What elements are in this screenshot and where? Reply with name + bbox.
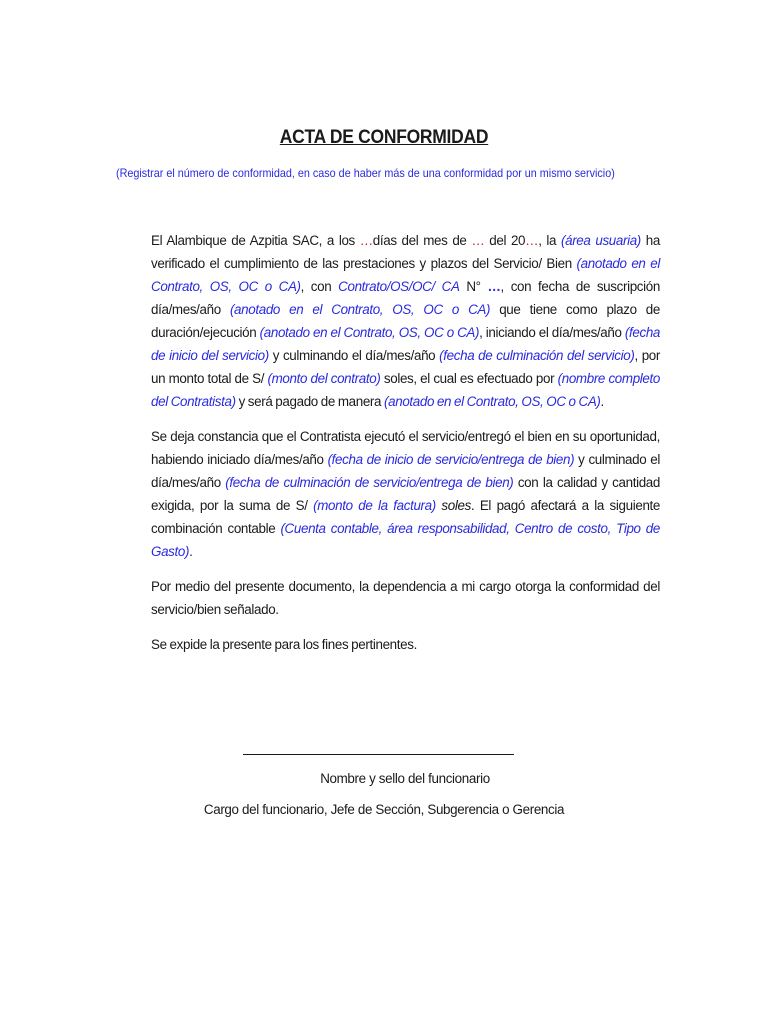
- paragraph-constancia: [151, 425, 660, 563]
- text-segment: .: [189, 544, 193, 559]
- placeholder-monto-factura: (monto de la factura): [313, 498, 436, 513]
- text-segment: soles, el cual es efectuado por: [380, 371, 558, 386]
- placeholder-monto-contrato: (monto del contrato): [267, 371, 381, 386]
- placeholder-anotado: (anotado en el Contrato, OS, OC o CA): [151, 256, 660, 294]
- placeholder-contratista: (nombre completo del Contratista): [151, 371, 660, 409]
- text-segment: del 20: [484, 233, 526, 248]
- signature-name-label: Nombre y sello del funcionario: [320, 771, 490, 786]
- placeholder-month: …: [471, 233, 485, 248]
- text-segment: y será pagado de manera: [235, 394, 385, 409]
- text-segment: , por un monto total de S/: [151, 348, 661, 386]
- placeholder-contrato-type: Contrato/OS/OC/ CA: [338, 279, 460, 294]
- document-title: ACTA DE CONFORMIDAD: [279, 127, 489, 148]
- text-segment: , con fecha de suscripción día/mes/año: [151, 279, 660, 317]
- placeholder-anotado: (anotado en el Contrato, OS, OC o CA): [259, 325, 480, 340]
- document-subtitle: (Registrar el número de conformidad, en caso de haber más de una conformidad por un mismo servicio): [115, 166, 615, 180]
- placeholder-combinacion-contable: (Cuenta contable, área responsabilidad, Centro de costo, Tipo de Gasto): [151, 521, 660, 559]
- text-segment: con la calidad y cantidad exigida, por la suma de S/: [151, 475, 660, 513]
- placeholder-numero: …: [487, 279, 501, 294]
- text-segment: .: [600, 394, 604, 409]
- paragraph-verification: [151, 229, 660, 413]
- text-segment: que tiene como plazo de duración/ejecución: [151, 302, 661, 340]
- text-segment: soles: [435, 498, 471, 513]
- placeholder-day: …: [359, 233, 373, 248]
- placeholder-year: …: [525, 233, 539, 248]
- text-segment: y culminando el día/mes/año: [268, 348, 440, 363]
- placeholder-fecha-culminacion: (fecha de culminación de servicio/entrega de bien): [225, 475, 514, 490]
- placeholder-anotado: (anotado en el Contrato, OS, OC o CA): [229, 302, 491, 317]
- paragraph-expide: Se expide la presente para los fines pertinentes.: [151, 637, 417, 652]
- paragraph-conformidad: Por medio del presente documento, la dependencia a mi cargo otorga la conformidad del servicio/bien señalado.: [151, 579, 660, 617]
- placeholder-area-usuaria: (área usuaria): [560, 233, 641, 248]
- text-segment: . El pagó afectará a la siguiente combinación contable: [151, 498, 661, 536]
- placeholder-fecha-inicio: (fecha de inicio de servicio/entrega de bien): [327, 452, 575, 467]
- text-segment: El Alambique de Azpitia SAC, a los: [151, 233, 360, 248]
- text-segment: , la: [538, 233, 561, 248]
- placeholder-fecha-inicio: (fecha de inicio del servicio): [151, 325, 661, 363]
- placeholder-fecha-culminacion: (fecha de culminación del servicio): [439, 348, 635, 363]
- text-segment: , iniciando el día/mes/año: [479, 325, 625, 340]
- text-segment: N°: [459, 279, 488, 294]
- signature-line: [243, 754, 514, 755]
- text-segment: , con: [300, 279, 339, 294]
- signature-role-label: Cargo del funcionario, Jefe de Sección, Subgerencia o Gerencia: [203, 802, 565, 817]
- text-segment: y culminado el día/mes/año: [151, 452, 660, 490]
- text-segment: ha verificado el cumplimiento de las prestaciones y plazos del Servicio/ Bien: [151, 233, 660, 271]
- document-body: [151, 229, 660, 668]
- text-segment: días del mes de: [372, 233, 472, 248]
- text-segment: Se deja constancia que el Contratista ejecutó el servicio/entregó el bien en su oportunidad, habiendo iniciado día/mes/año: [151, 429, 660, 467]
- placeholder-anotado: (anotado en el Contrato, OS, OC o CA): [384, 394, 601, 409]
